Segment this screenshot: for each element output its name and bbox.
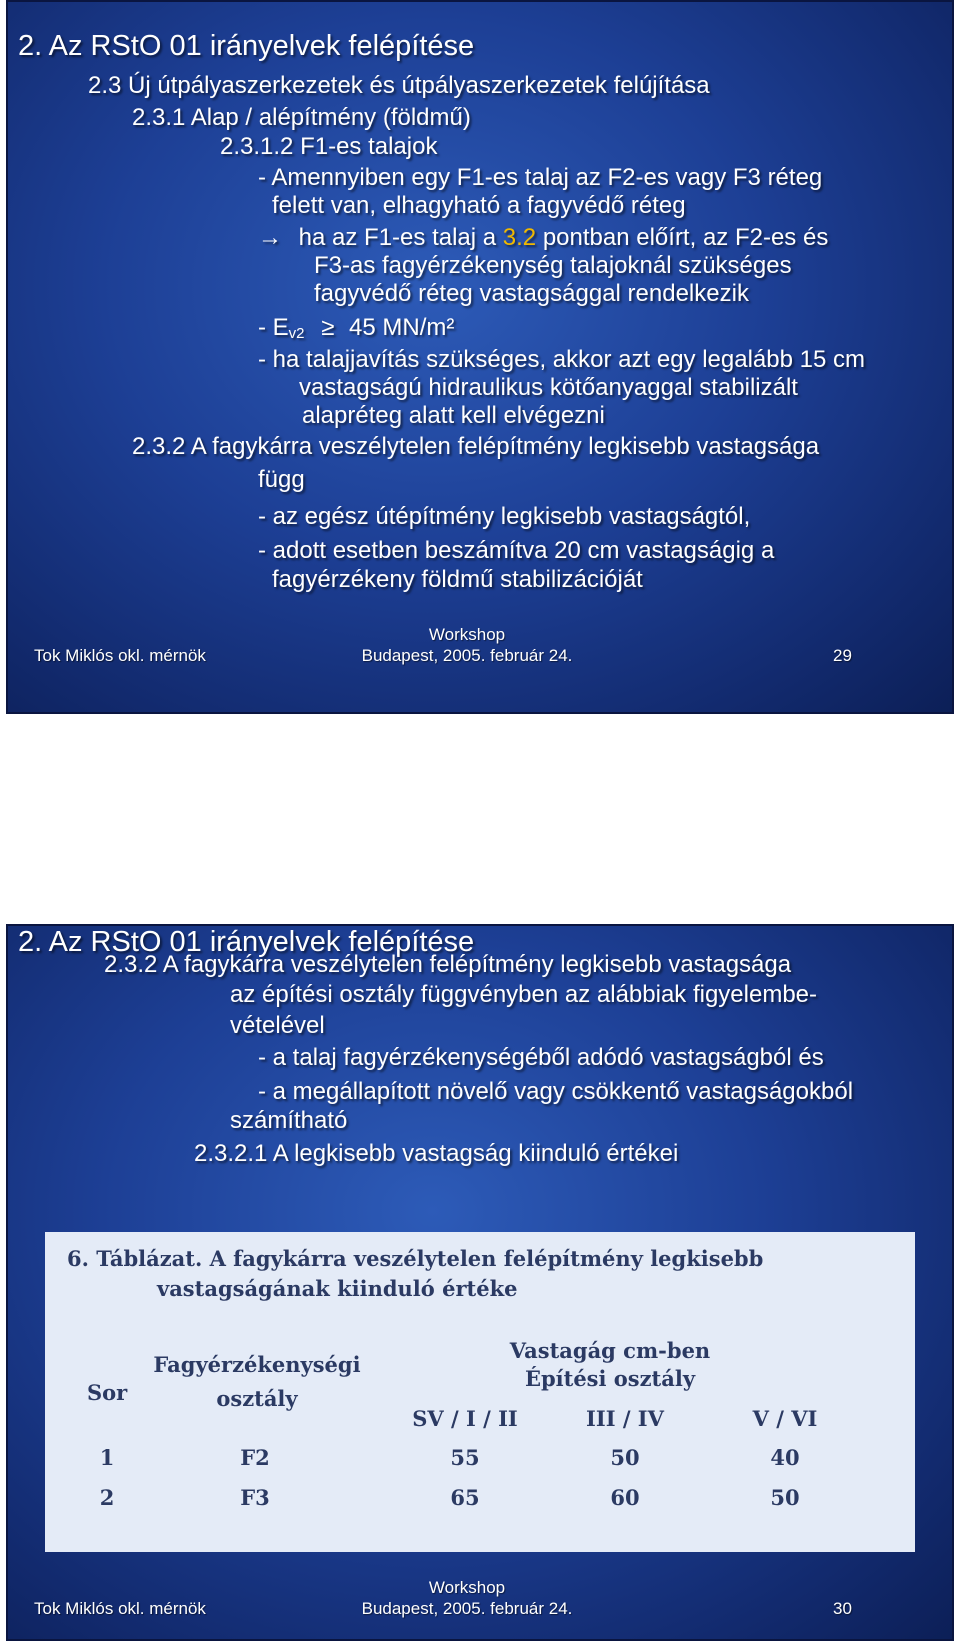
heading-2-3-2: 2.3.2 A fagykárra veszélytelen felépítmény legkisebb vastagsága <box>132 433 820 460</box>
heading-2-3-1-2: 2.3.1.2 F1-es talajok <box>220 133 438 160</box>
heading-2-3: 2.3 Új útpályaszerkezetek és útpályaszerkezetek felújítása <box>88 72 710 99</box>
arrow-icon: → <box>258 224 282 251</box>
slide-title: 2. Az RStO 01 irányelvek felépítése <box>18 30 475 62</box>
footer-author: Tok Miklós okl. mérnök <box>34 646 206 665</box>
bullet-text: - a talaj fagyérzékenységéből adódó vastagságból és <box>258 1044 824 1071</box>
table-cell: 50 <box>770 1485 800 1510</box>
header-col: III / IV <box>586 1406 664 1431</box>
table-cell: 60 <box>610 1485 640 1510</box>
header-class: osztály <box>216 1386 298 1411</box>
greater-equal-icon: ≥ <box>321 314 335 341</box>
bullet-text: - az egész útépítmény legkisebb vastagságtól, <box>258 503 751 530</box>
bullet-text: fagyérzékeny földmű stabilizációját <box>272 566 643 593</box>
slide-29 <box>6 0 954 714</box>
page-number: 29 <box>833 646 852 665</box>
table-cell: F2 <box>240 1445 270 1470</box>
body-text: az építési osztály függvényben az alábbiak figyelembe- <box>230 981 818 1008</box>
arrow-line: → ha az F1-es talaj a 3.2 pontban előírt, az F2-es és <box>258 224 829 251</box>
heading-2-3-2-1: 2.3.2.1 A legkisebb vastagság kiinduló értékei <box>194 1140 679 1167</box>
table-cell: 2 <box>99 1485 115 1510</box>
body-text: számítható <box>230 1107 348 1134</box>
body-text: vételével <box>230 1012 325 1039</box>
slide-30 <box>6 924 954 1641</box>
bullet-text: vastagságú hidraulikus kötőanyaggal stabilizált <box>299 374 798 401</box>
header-class: Fagyérzékenységi <box>153 1352 361 1377</box>
table-caption: 6. Táblázat. A fagykárra veszélytelen felépítmény legkisebb <box>67 1246 764 1271</box>
footer-author: Tok Miklós okl. mérnök <box>34 1599 206 1618</box>
bullet-text: - ha talajjavítás szükséges, akkor azt egy legalább 15 cm <box>258 346 865 373</box>
page-number: 30 <box>833 1599 852 1618</box>
footer-place: Budapest, 2005. február 24. <box>361 1599 573 1618</box>
bullet-text: felett van, elhagyható a fagyvédő réteg <box>272 192 686 219</box>
table-caption: vastagságának kiinduló értéke <box>157 1276 518 1301</box>
bullet-text: fagyvédő réteg vastagsággal rendelkezik <box>314 280 749 307</box>
table-cell: 1 <box>99 1445 115 1470</box>
heading-2-3-2: 2.3.2 A fagykárra veszélytelen felépítmény legkisebb vastagsága <box>104 951 792 978</box>
table-cell: F3 <box>240 1485 270 1510</box>
bullet-text: - adott esetben beszámítva 20 cm vastagságig a <box>258 537 775 564</box>
bullet-text: - a megállapított növelő vagy csökkentő vastagságokból <box>258 1078 854 1105</box>
header-col: SV / I / II <box>412 1406 518 1431</box>
header-group: Építési osztály <box>524 1366 696 1391</box>
ev2-line: - $E_{v2} \ge 45$ MN/m² <box>258 314 455 342</box>
slide-title: 2. Az RStO 01 irányelvek felépítése <box>18 926 475 958</box>
highlight-ref: 3.2 <box>502 224 537 251</box>
bullet-text: - Amennyiben egy F1-es talaj az F2-es vagy F3 réteg <box>258 164 823 191</box>
table-cell: 65 <box>450 1485 480 1510</box>
footer-place: Budapest, 2005. február 24. <box>361 646 573 665</box>
bullet-text: F3-as fagyérzékenység talajoknál szükséges <box>314 252 792 279</box>
table-cell: 40 <box>770 1445 800 1470</box>
heading-2-3-1: 2.3.1 Alap / alépítmény (földmű) <box>132 104 471 131</box>
bullet-text: függ <box>258 466 305 493</box>
header-group: Vastagág cm-ben <box>509 1338 711 1363</box>
table-cell: 55 <box>450 1445 480 1470</box>
header-sor: Sor <box>87 1380 128 1405</box>
table-image <box>45 1232 915 1552</box>
header-col: V / VI <box>752 1406 818 1431</box>
bullet-text: alapréteg alatt kell elvégezni <box>302 402 605 429</box>
footer-event: Workshop <box>428 1578 506 1597</box>
footer-event: Workshop <box>428 625 506 644</box>
table-cell: 50 <box>610 1445 640 1470</box>
